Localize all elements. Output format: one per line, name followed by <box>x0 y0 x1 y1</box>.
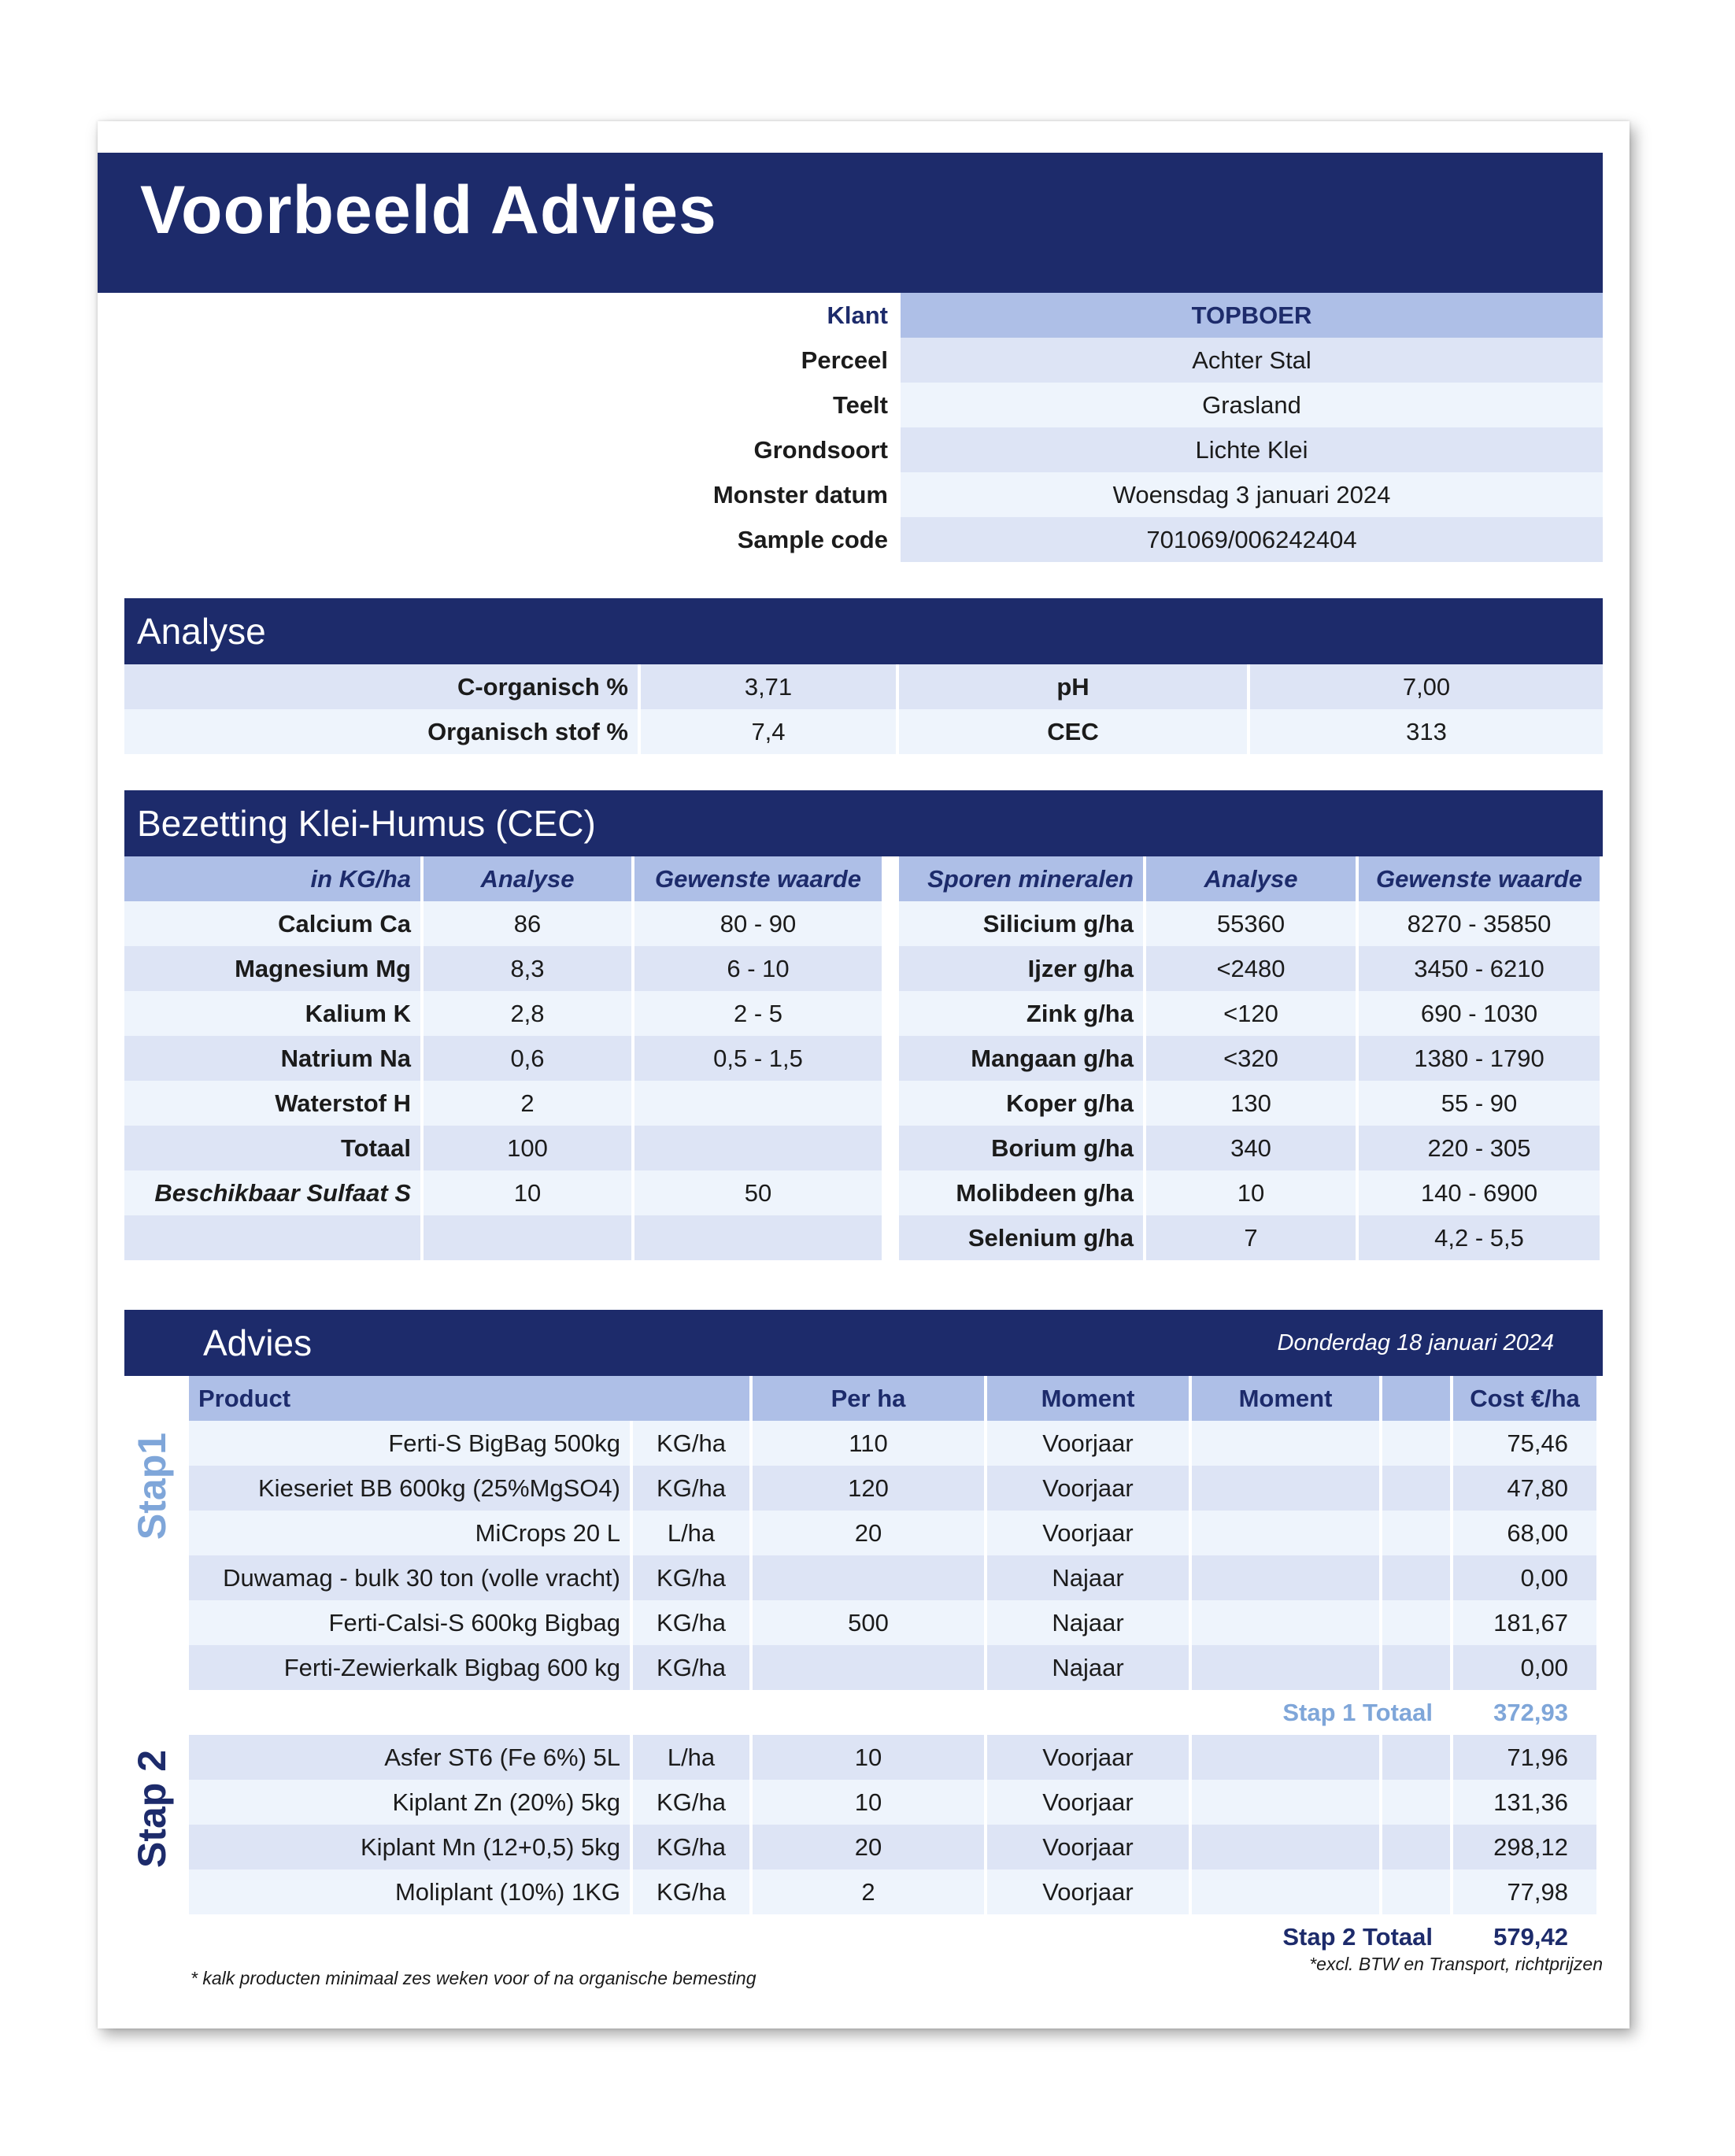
advies-cost: 75,46 <box>1453 1421 1596 1466</box>
advies-blank <box>1382 1555 1450 1600</box>
advies-blank <box>1382 1825 1450 1869</box>
cec-nutrient-row-analyse <box>424 1215 631 1260</box>
advies-moment: Voorjaar <box>987 1825 1189 1869</box>
cec-nutrient-row-analyse: 2 <box>424 1081 631 1126</box>
advies-header-cost: Cost €/ha <box>1453 1376 1596 1421</box>
cec-nutrient-row-analyse: 10 <box>424 1170 631 1215</box>
advies-blank <box>1382 1600 1450 1645</box>
advies-blank <box>1382 1511 1450 1555</box>
cec-nutrient-row-name: Kalium K <box>124 991 420 1036</box>
advies-table <box>189 1376 1603 1959</box>
advies-cost: 181,67 <box>1453 1600 1596 1645</box>
cec-title: Bezetting Klei-Humus (CEC) <box>137 803 596 844</box>
advies-total-value-stap1: 372,93 <box>1453 1690 1596 1735</box>
advies-blank <box>1382 1466 1450 1511</box>
client-value: Lichte Klei <box>901 427 1603 472</box>
cec-mineral-row-target: 8270 - 35850 <box>1359 901 1600 946</box>
advies-blank <box>1382 1869 1450 1914</box>
cec-nutrient-row-target: 2 - 5 <box>634 991 882 1036</box>
cec-mineral-header: Gewenste waarde <box>1359 856 1600 901</box>
advies-moment: Voorjaar <box>987 1511 1189 1555</box>
advies-per-ha <box>753 1645 984 1690</box>
advies-blank <box>1382 1421 1450 1466</box>
cec-mineral-row-target: 140 - 6900 <box>1359 1170 1600 1215</box>
cec-nutrient-row-name <box>124 1215 420 1260</box>
advies-moment-2 <box>1192 1421 1379 1466</box>
client-value: Achter Stal <box>901 338 1603 383</box>
cec-mineral-row-target: 1380 - 1790 <box>1359 1036 1600 1081</box>
cec-nutrient-row-target: 80 - 90 <box>634 901 882 946</box>
cec-section-header <box>124 790 1603 856</box>
cec-nutrient-row-target: 50 <box>634 1170 882 1215</box>
advies-moment: Voorjaar <box>987 1780 1189 1825</box>
advies-header-moment-2: Moment <box>1192 1376 1379 1421</box>
advies-moment-2 <box>1192 1555 1379 1600</box>
advies-header-moment: Moment <box>987 1376 1189 1421</box>
cec-mineral-row-name: Molibdeen g/ha <box>899 1170 1143 1215</box>
client-label: Perceel <box>98 338 897 383</box>
advies-moment: Voorjaar <box>987 1466 1189 1511</box>
advies-total-label-stap1: Stap 1 Totaal <box>1192 1690 1450 1735</box>
cec-nutrient-row-name: Beschikbaar Sulfaat S <box>124 1170 420 1215</box>
advies-unit: KG/ha <box>633 1555 749 1600</box>
cec-nutrient-header: in KG/ha <box>124 856 420 901</box>
analyse-table <box>124 664 1603 754</box>
advies-moment: Najaar <box>987 1645 1189 1690</box>
advies-per-ha: 500 <box>753 1600 984 1645</box>
client-value: Grasland <box>901 383 1603 427</box>
advies-moment: Najaar <box>987 1600 1189 1645</box>
cec-mineral-header: Sporen mineralen <box>899 856 1143 901</box>
advies-cost: 298,12 <box>1453 1825 1596 1869</box>
analyse-section-header <box>124 598 1603 664</box>
cec-nutrient-row-target <box>634 1215 882 1260</box>
advies-moment: Voorjaar <box>987 1869 1189 1914</box>
advies-per-ha: 20 <box>753 1825 984 1869</box>
advies-product: MiCrops 20 L <box>189 1511 630 1555</box>
advies-section-header <box>124 1310 1603 1376</box>
advies-per-ha: 20 <box>753 1511 984 1555</box>
client-label: Klant <box>98 293 897 338</box>
cec-mineral-row-name: Ijzer g/ha <box>899 946 1143 991</box>
cec-nutrient-row-name: Magnesium Mg <box>124 946 420 991</box>
client-label: Teelt <box>98 383 897 427</box>
advies-moment-2 <box>1192 1466 1379 1511</box>
advies-header-blank <box>1382 1376 1450 1421</box>
cec-mineral-row-analyse: 130 <box>1146 1081 1356 1126</box>
advies-unit: KG/ha <box>633 1869 749 1914</box>
advies-moment: Voorjaar <box>987 1421 1189 1466</box>
cec-nutrient-header: Gewenste waarde <box>634 856 882 901</box>
advies-product: Kiplant Mn (12+0,5) 5kg <box>189 1825 630 1869</box>
cec-nutrient-row-name: Calcium Ca <box>124 901 420 946</box>
cec-trace-minerals-table <box>899 856 1603 1260</box>
advies-product: Asfer ST6 (Fe 6%) 5L <box>189 1735 630 1780</box>
cec-main-nutrients-table <box>124 856 882 1260</box>
cec-mineral-row-analyse: 7 <box>1146 1215 1356 1260</box>
cec-mineral-row-target: 220 - 305 <box>1359 1126 1600 1170</box>
client-label: Grondsoort <box>98 427 897 472</box>
advies-unit: KG/ha <box>633 1600 749 1645</box>
advies-unit: KG/ha <box>633 1780 749 1825</box>
advies-unit: KG/ha <box>633 1466 749 1511</box>
cec-mineral-row-analyse: 10 <box>1146 1170 1356 1215</box>
analyse-label: Organisch stof % <box>124 709 638 754</box>
document-page <box>98 121 1630 2028</box>
cec-mineral-header: Analyse <box>1146 856 1356 901</box>
advies-blank <box>1382 1735 1450 1780</box>
cec-nutrient-row-name: Natrium Na <box>124 1036 420 1081</box>
advies-unit: L/ha <box>633 1735 749 1780</box>
advies-product: Ferti-S BigBag 500kg <box>189 1421 630 1466</box>
cec-nutrient-row-analyse: 100 <box>424 1126 631 1170</box>
advies-product: Ferti-Zewierkalk Bigbag 600 kg <box>189 1645 630 1690</box>
footnote-prices: *excl. BTW en Transport, richtprijzen <box>1309 1954 1603 1974</box>
stap1-label: Stap1 <box>130 1432 174 1540</box>
analyse-label: C-organisch % <box>124 664 638 709</box>
advies-product: Kiplant Zn (20%) 5kg <box>189 1780 630 1825</box>
cec-mineral-row-analyse: <2480 <box>1146 946 1356 991</box>
cec-nutrient-row-name: Waterstof H <box>124 1081 420 1126</box>
advies-product: Kieseriet BB 600kg (25%MgSO4) <box>189 1466 630 1511</box>
cec-nutrient-row-target: 6 - 10 <box>634 946 882 991</box>
cec-mineral-row-analyse: <320 <box>1146 1036 1356 1081</box>
cec-mineral-row-name: Silicium g/ha <box>899 901 1143 946</box>
advies-product: Ferti-Calsi-S 600kg Bigbag <box>189 1600 630 1645</box>
cec-mineral-row-target: 690 - 1030 <box>1359 991 1600 1036</box>
advies-unit: L/ha <box>633 1511 749 1555</box>
cec-nutrient-row-target <box>634 1126 882 1170</box>
cec-mineral-row-analyse: <120 <box>1146 991 1356 1036</box>
client-label: Monster datum <box>98 472 897 517</box>
advies-per-ha: 120 <box>753 1466 984 1511</box>
advies-cost: 0,00 <box>1453 1645 1596 1690</box>
advies-total-label-stap2: Stap 2 Totaal <box>1192 1914 1450 1959</box>
advies-cost: 68,00 <box>1453 1511 1596 1555</box>
cec-mineral-row-target: 3450 - 6210 <box>1359 946 1600 991</box>
analyse-value: 7,4 <box>641 709 896 754</box>
cec-mineral-row-name: Borium g/ha <box>899 1126 1143 1170</box>
advies-cost: 71,96 <box>1453 1735 1596 1780</box>
cec-nutrient-row-analyse: 2,8 <box>424 991 631 1036</box>
cec-mineral-row-analyse: 340 <box>1146 1126 1356 1170</box>
advies-moment-2 <box>1192 1645 1379 1690</box>
cec-mineral-row-name: Selenium g/ha <box>899 1215 1143 1260</box>
advies-moment: Voorjaar <box>987 1735 1189 1780</box>
cec-nutrient-row-target: 0,5 - 1,5 <box>634 1036 882 1081</box>
client-name: TOPBOER <box>901 293 1603 338</box>
advies-header-product: Product <box>189 1376 749 1421</box>
advies-moment-2 <box>1192 1600 1379 1645</box>
cec-nutrient-row-name: Totaal <box>124 1126 420 1170</box>
cec-mineral-row-name: Koper g/ha <box>899 1081 1143 1126</box>
cec-nutrient-row-target <box>634 1081 882 1126</box>
analyse-label: pH <box>899 664 1247 709</box>
advies-unit: KG/ha <box>633 1825 749 1869</box>
advies-moment-2 <box>1192 1780 1379 1825</box>
advies-date: Donderdag 18 januari 2024 <box>1277 1329 1554 1355</box>
advies-moment-2 <box>1192 1735 1379 1780</box>
cec-nutrient-row-analyse: 86 <box>424 901 631 946</box>
advies-per-ha: 2 <box>753 1869 984 1914</box>
advies-moment: Najaar <box>987 1555 1189 1600</box>
cec-nutrient-row-analyse: 8,3 <box>424 946 631 991</box>
advies-unit: KG/ha <box>633 1421 749 1466</box>
advies-per-ha: 110 <box>753 1421 984 1466</box>
advies-moment-2 <box>1192 1511 1379 1555</box>
advies-total-spacer <box>189 1690 1189 1735</box>
advies-total-spacer <box>189 1914 1189 1959</box>
advies-moment-2 <box>1192 1869 1379 1914</box>
advies-cost: 131,36 <box>1453 1780 1596 1825</box>
cec-mineral-row-target: 4,2 - 5,5 <box>1359 1215 1600 1260</box>
advies-blank <box>1382 1780 1450 1825</box>
cec-mineral-row-target: 55 - 90 <box>1359 1081 1600 1126</box>
cec-mineral-row-name: Mangaan g/ha <box>899 1036 1143 1081</box>
analyse-title: Analyse <box>137 611 266 652</box>
footnote-lime: * kalk producten minimaal zes weken voor of na organische bemesting <box>191 1968 757 1988</box>
client-info-table <box>98 293 1603 562</box>
client-value: 701069/006242404 <box>901 517 1603 562</box>
advies-header-per-ha: Per ha <box>753 1376 984 1421</box>
page-title: Voorbeeld Advies <box>140 172 717 248</box>
stap2-label: Stap 2 <box>130 1749 174 1869</box>
advies-title: Advies <box>203 1322 313 1363</box>
advies-product: Moliplant (10%) 1KG <box>189 1869 630 1914</box>
cec-nutrient-header: Analyse <box>424 856 631 901</box>
cec-mineral-row-analyse: 55360 <box>1146 901 1356 946</box>
cec-nutrient-row-analyse: 0,6 <box>424 1036 631 1081</box>
advies-moment-2 <box>1192 1825 1379 1869</box>
cec-mineral-row-name: Zink g/ha <box>899 991 1143 1036</box>
analyse-value: 7,00 <box>1250 664 1603 709</box>
client-label: Sample code <box>98 517 897 562</box>
analyse-value: 313 <box>1250 709 1603 754</box>
advies-cost: 77,98 <box>1453 1869 1596 1914</box>
analyse-label: CEC <box>899 709 1247 754</box>
client-value: Woensdag 3 januari 2024 <box>901 472 1603 517</box>
advies-unit: KG/ha <box>633 1645 749 1690</box>
advies-product: Duwamag - bulk 30 ton (volle vracht) <box>189 1555 630 1600</box>
advies-per-ha: 10 <box>753 1735 984 1780</box>
title-banner <box>98 153 1603 293</box>
analyse-value: 3,71 <box>641 664 896 709</box>
advies-cost: 0,00 <box>1453 1555 1596 1600</box>
advies-total-value-stap2: 579,42 <box>1453 1914 1596 1959</box>
advies-per-ha: 10 <box>753 1780 984 1825</box>
advies-blank <box>1382 1645 1450 1690</box>
advies-cost: 47,80 <box>1453 1466 1596 1511</box>
advies-per-ha <box>753 1555 984 1600</box>
